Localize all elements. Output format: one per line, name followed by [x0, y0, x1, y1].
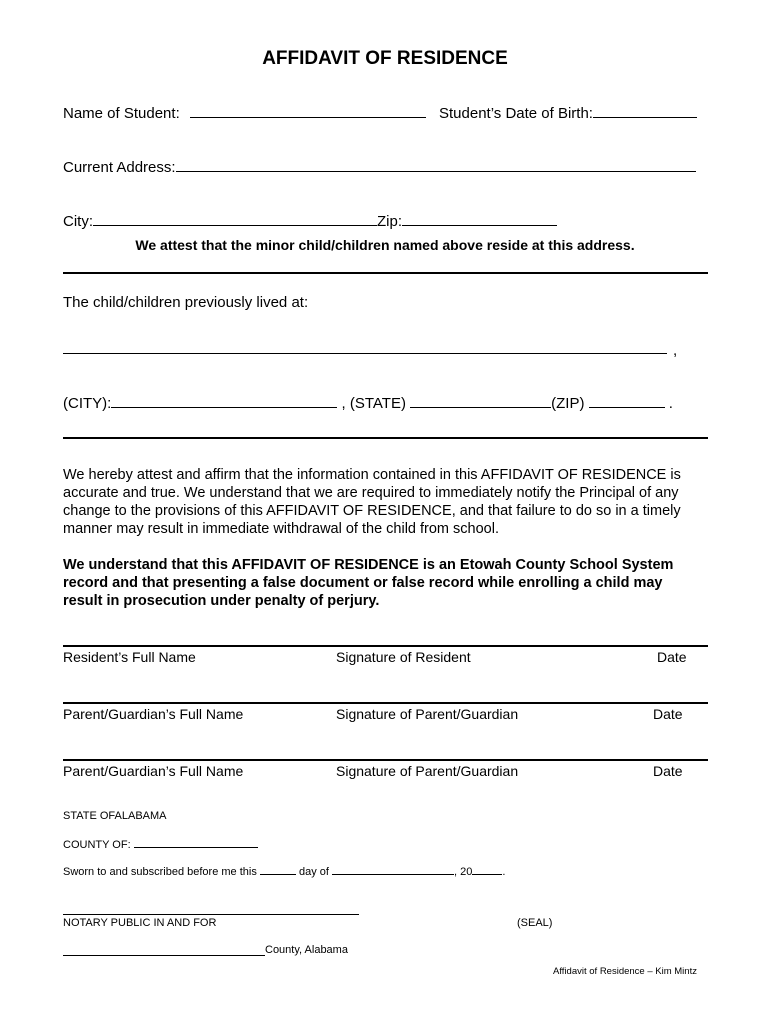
sworn-month-input[interactable] — [332, 863, 454, 875]
sworn-day-label: day of — [298, 866, 329, 878]
guardian-1-signature-label: Signature of Parent/Guardian — [336, 706, 519, 722]
affirmation-paragraph: We hereby attest and affirm that the information contained in this AFFIDAVIT OF RESIDENCE is accurate and true. We understand that we are required to immediately notify the Principal of any change to the provisions of this AFFIDAVIT OF RESIDENCE, and that failure to do so in a timely manner may result in immediate withdrawal of the child from school. — [63, 467, 681, 537]
section-divider — [63, 437, 708, 439]
previous-city-input[interactable] — [111, 393, 337, 408]
seal-label: (SEAL) — [517, 917, 553, 929]
sworn-year-input[interactable] — [472, 863, 502, 875]
previous-address-heading: The child/children previously lived at: — [63, 294, 309, 311]
previous-zip-input[interactable] — [589, 393, 665, 408]
sworn-day-input[interactable] — [260, 863, 296, 875]
current-address-field — [63, 157, 696, 176]
previous-city-state-zip — [63, 393, 673, 412]
signature-line-guardian-2[interactable] — [63, 759, 708, 761]
resident-date-label: Date — [657, 649, 687, 665]
warning-paragraph: We understand that this AFFIDAVIT OF RESIDENCE is an Etowah County School System record and that presenting a false document or false record while enrolling a child may result in prosecution under penalty of perjury. — [63, 557, 674, 609]
previous-state-input[interactable] — [410, 393, 551, 408]
previous-period: . — [668, 395, 673, 412]
sworn-statement — [63, 863, 505, 878]
notary-state: STATE OFALABAMA — [63, 810, 167, 822]
county-alabama-label: County, Alabama — [265, 944, 348, 956]
previous-state-label: , (STATE) — [341, 395, 406, 412]
zip-input[interactable] — [402, 211, 557, 226]
notary-county-label: COUNTY OF: — [63, 839, 131, 851]
city-label: City: — [63, 213, 93, 230]
guardian-1-full-name-label: Parent/Guardian’s Full Name — [63, 706, 244, 722]
document-title: AFFIDAVIT OF RESIDENCE — [262, 48, 508, 69]
notary-county-field — [63, 836, 258, 851]
zip-label: Zip: — [377, 213, 403, 230]
previous-address-comma: , — [673, 342, 678, 359]
signature-line-guardian-1[interactable] — [63, 702, 708, 704]
name-of-student-label: Name of Student: — [63, 105, 180, 122]
sworn-year-label: , 20 — [453, 866, 473, 878]
guardian-2-signature-label: Signature of Parent/Guardian — [336, 763, 519, 779]
previous-zip-label: (ZIP) — [551, 395, 585, 412]
previous-address-input[interactable] — [63, 353, 667, 354]
student-dob-field — [439, 103, 697, 122]
student-dob-input[interactable] — [593, 103, 697, 118]
name-of-student-field — [63, 103, 426, 122]
sworn-end: . — [502, 866, 506, 878]
section-divider — [63, 272, 708, 274]
current-address-input[interactable] — [176, 157, 696, 172]
sworn-prefix: Sworn to and subscribed before me this — [63, 866, 257, 878]
guardian-2-full-name-label: Parent/Guardian’s Full Name — [63, 763, 244, 779]
resident-signature-label: Signature of Resident — [336, 649, 471, 665]
notary-signature-line[interactable] — [63, 914, 359, 915]
city-zip-field — [63, 211, 557, 230]
name-of-student-input[interactable] — [190, 103, 426, 118]
notary-public-label: NOTARY PUBLIC IN AND FOR — [63, 917, 217, 929]
footer-credit: Affidavit of Residence – Kim Mintz — [553, 966, 697, 977]
attest-statement: We attest that the minor child/children named above reside at this address. — [135, 237, 635, 253]
resident-full-name-label: Resident’s Full Name — [63, 649, 196, 665]
notary-county-input[interactable] — [134, 836, 258, 848]
notary-county-line[interactable] — [63, 955, 265, 956]
student-dob-label: Student’s Date of Birth: — [439, 105, 593, 122]
previous-city-label: (CITY): — [63, 395, 112, 412]
guardian-2-date-label: Date — [653, 763, 683, 779]
current-address-label: Current Address: — [63, 159, 176, 176]
city-input[interactable] — [93, 211, 377, 226]
guardian-1-date-label: Date — [653, 706, 683, 722]
signature-line-resident[interactable] — [63, 645, 708, 647]
